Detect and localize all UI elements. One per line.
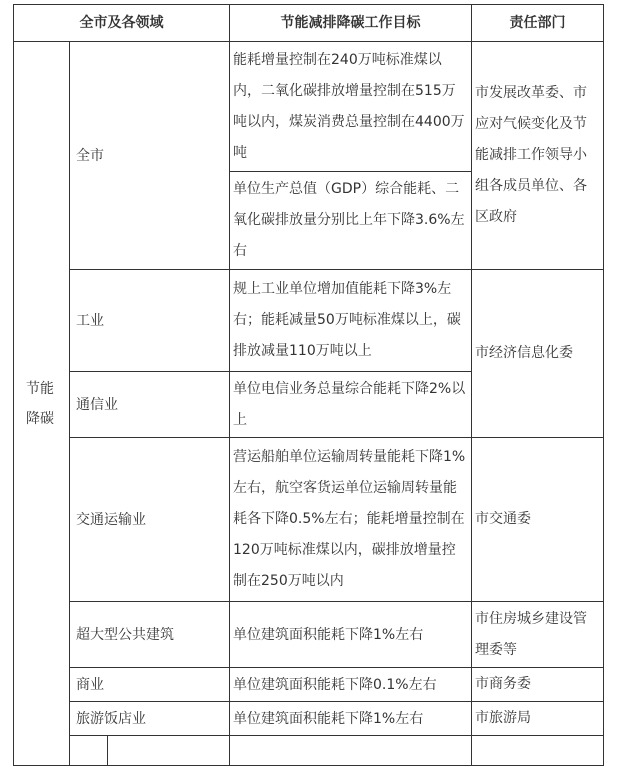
target-gongye bbox=[230, 270, 472, 372]
target-quanshi-1-text: 能耗增量控制在240万吨标准煤以内，二氧化碳排放增量控制在515万吨以内，煤炭消费总量控制在4400万吨 bbox=[233, 51, 465, 161]
area-jianzhu: 超大型公共建筑 bbox=[70, 602, 230, 668]
table-row bbox=[14, 270, 604, 372]
group-label bbox=[14, 42, 70, 766]
dept-jianzhu: 市住房城乡建设管理委等 bbox=[472, 602, 604, 668]
partial-cell-d bbox=[472, 736, 604, 766]
area-quanshi: 全市 bbox=[70, 42, 230, 270]
target-lvyou: 单位建筑面积能耗下降1%左右 bbox=[230, 702, 472, 736]
partial-cell-b bbox=[108, 736, 230, 766]
table-row bbox=[14, 602, 604, 668]
dept-shangye: 市商务委 bbox=[472, 668, 604, 702]
header-row bbox=[14, 5, 604, 42]
dept-quanshi: 市发展改革委、市应对气候变化及节能减排工作领导小组各成员单位、各区政府 bbox=[472, 42, 604, 270]
target-gongye-text: 规上工业单位增加值能耗下降3%左右；能耗减量50万吨标准煤以上，碳排放减量110万吨以上 bbox=[233, 281, 461, 359]
target-shangye: 单位建筑面积能耗下降0.1%左右 bbox=[230, 668, 472, 702]
group-label-text: 节能 降碳 bbox=[26, 380, 54, 427]
area-gongye: 工业 bbox=[70, 270, 230, 372]
area-tongxin: 通信业 bbox=[70, 372, 230, 438]
table-row-partial bbox=[14, 736, 604, 766]
header-dept: 责任部门 bbox=[472, 5, 604, 42]
table-row bbox=[14, 668, 604, 702]
area-lvyou: 旅游饭店业 bbox=[70, 702, 230, 736]
target-tongxin-text: 单位电信业务总量综合能耗下降2%以上 bbox=[233, 380, 466, 428]
table-row bbox=[14, 42, 604, 172]
dept-lvyou: 市旅游局 bbox=[472, 702, 604, 736]
table-row bbox=[14, 702, 604, 736]
dept-jiaotong: 市交通委 bbox=[472, 438, 604, 602]
target-quanshi-2 bbox=[230, 172, 472, 270]
target-jiaotong bbox=[230, 438, 472, 602]
target-jianzhu: 单位建筑面积能耗下降1%左右 bbox=[230, 602, 472, 668]
area-jiaotong: 交通运输业 bbox=[70, 438, 230, 602]
partial-cell-a bbox=[70, 736, 108, 766]
partial-cell-c bbox=[230, 736, 472, 766]
target-tongxin bbox=[230, 372, 472, 438]
area-shangye: 商业 bbox=[70, 668, 230, 702]
targets-table bbox=[13, 4, 604, 766]
dept-gongye: 市经济信息化委 bbox=[472, 270, 604, 438]
header-area: 全市及各领域 bbox=[14, 5, 230, 42]
header-target: 节能减排降碳工作目标 bbox=[230, 5, 472, 42]
table-row bbox=[14, 438, 604, 602]
target-jiaotong-text: 营运船舶单位运输周转量能耗下降1%左右，航空客货运单位运输周转量能耗各下降0.5%左右；能耗增量控制在120万吨标准煤以内，碳排放增量控制在250万吨以内 bbox=[233, 449, 466, 589]
target-quanshi-2-text: 单位生产总值（GDP）综合能耗、二氧化碳排放量分别比上年下降3.6%左右 bbox=[233, 181, 465, 259]
target-quanshi-1 bbox=[230, 42, 472, 172]
